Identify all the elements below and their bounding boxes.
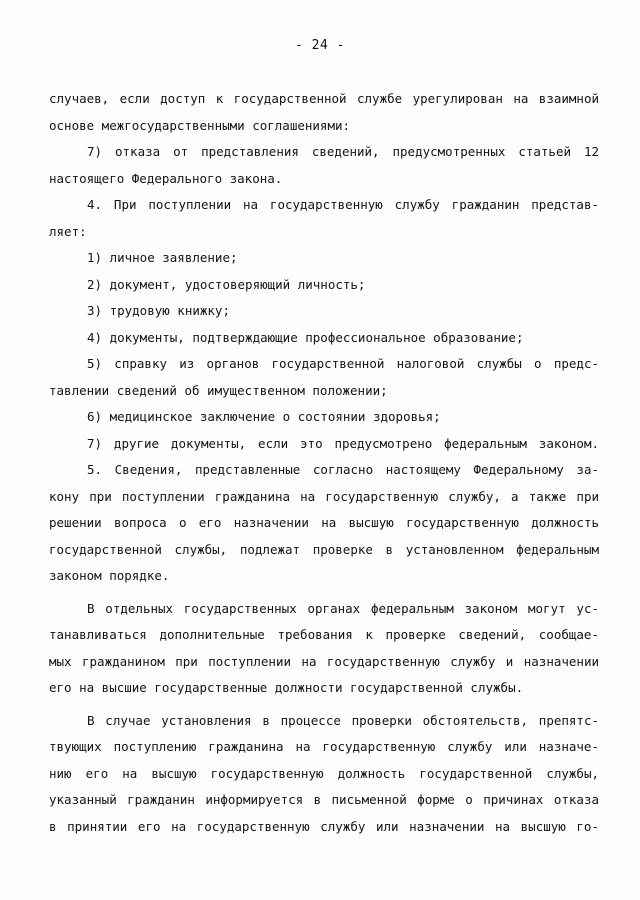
text-line: основе межгосударственными соглашениями: — [49, 117, 351, 133]
text-line: законом порядке. — [49, 568, 170, 583]
text-line: 7) другие документы, если это предусмотрено федеральным законом. — [87, 435, 599, 451]
text-line: государственной службы, подлежат проверке в установленном федеральным — [49, 541, 599, 557]
text-line: 1) личное заявление; — [87, 250, 238, 265]
text-line: в принятии его на государственную службу или назначении на высшую го- — [49, 818, 599, 834]
page-number: - 24 - — [295, 38, 345, 53]
text-line: 4) документы, подтверждающие профессиональное образование; — [87, 329, 524, 345]
text-line: 3) трудовую книжку; — [87, 303, 230, 318]
text-line: 6) медицинское заключение о состоянии здоровья; — [87, 409, 441, 424]
text-line: В отдельных государственных органах федеральным законом могут ус- — [87, 600, 599, 616]
text-line: его на высшие государственные должности государственной службы. — [49, 680, 524, 695]
text-line: ляет: — [49, 223, 87, 239]
text-line: 2) документ, удостоверяющий личность; — [87, 276, 366, 292]
text-line: 5. Сведения, представленные согласно настоящему Федеральному за- — [87, 462, 599, 477]
text-line: мых гражданином при поступлении на государственную службу и назначении — [49, 653, 599, 669]
text-line: настоящего Федерального закона. — [49, 170, 283, 186]
text-line: танавливаться дополнительные требования к проверке сведений, сообщае- — [49, 627, 599, 642]
text-line: случаев, если доступ к государственной службе урегулирован на взаимной — [49, 91, 599, 106]
text-line: решении вопроса о его назначении на высшую государственную должность — [49, 515, 599, 530]
text-line: 5) справку из органов государственной налоговой службы о предс- — [87, 356, 599, 371]
text-line: В случае установления в процессе проверки обстоятельств, препятс- — [87, 712, 599, 728]
text-line: тавлении сведений об имущественном положении; — [49, 382, 388, 398]
text-line: 4. При поступлении на государственную службу гражданин представ- — [87, 197, 599, 212]
document-body — [49, 86, 599, 840]
text-line: 7) отказа от представления сведений, предусмотренных статьей 12 — [87, 144, 599, 159]
text-line: твующих поступлению гражданина на государственную службу или назначе- — [49, 739, 599, 754]
text-line: нию его на высшую государственную должность государственной службы, — [49, 765, 599, 781]
text-line: кону при поступлении гражданина на государственную службу, а также при — [49, 488, 599, 504]
text-line: указанный гражданин информируется в письменной форме о причинах отказа — [49, 792, 599, 807]
